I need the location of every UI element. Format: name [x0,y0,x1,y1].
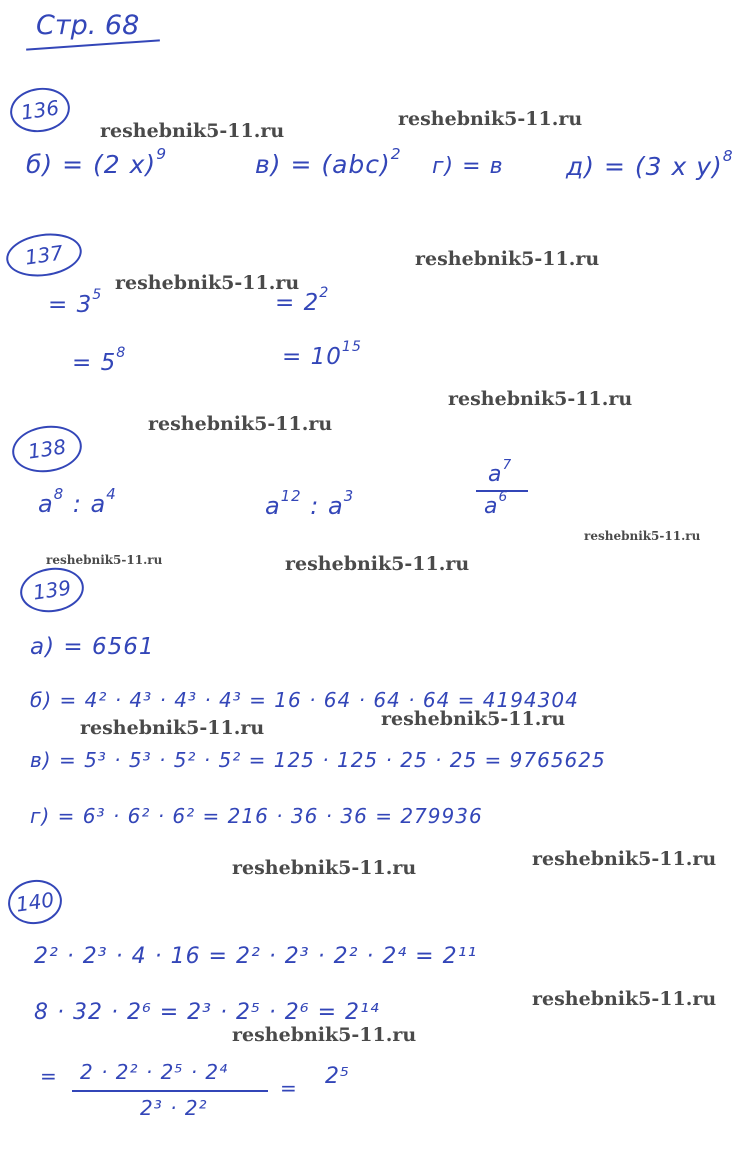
p139-a-eq: = 6561 [63,634,155,660]
p136-b-eq: = (2 x) [62,150,157,179]
title-underline [26,39,160,50]
p139-g-label: г) [30,804,51,828]
p137-r1a-eq: = 3 [48,292,93,318]
p140-result: 2⁵ [325,1064,350,1089]
p139-b-eq: = 4² · 4³ · 4³ · 4³ = 16 · 64 · 64 · 64 = 4194304 [59,688,579,712]
p136-v-exp: 2 [390,144,402,163]
p136-d-eq: = (3 x y) [604,152,723,181]
watermark: reshebnik5-11.ru [100,120,285,142]
p138-b-t1: a [265,492,281,520]
p140-fraction-bar [72,1090,268,1092]
page-title: Стр. 68 [36,10,140,41]
p139-v [30,748,606,772]
watermark: reshebnik5-11.ru [232,857,417,879]
p137-r2a-eq: = 5 [72,350,117,376]
p137-r2a-exp: 8 [116,345,127,362]
watermark: reshebnik5-11.ru [46,553,163,567]
p138-c-den-exp: 6 [498,489,509,506]
watermark: reshebnik5-11.ru [532,848,717,870]
p139-g [30,804,483,828]
watermark: reshebnik5-11.ru [398,108,583,130]
p139-a [30,634,155,660]
p140-eq-mid: = [280,1076,298,1100]
p140-line1: 2² · 2³ · 4 · 16 = 2² · 2³ · 2² · 2⁴ = 2¹¹ [34,944,478,969]
p138-a-t2: : a [64,490,107,518]
p136-v [255,144,402,179]
p140-eq-prefix: = [40,1064,58,1088]
watermark: reshebnik5-11.ru [115,272,300,294]
p138-c-num-exp: 7 [502,457,513,474]
problem-number-138: 138 [9,421,85,476]
p138-c-den-base: a [484,494,499,519]
p138-a-t1: a [38,490,54,518]
watermark: reshebnik5-11.ru [448,388,633,410]
p137-r1b [275,285,330,316]
p138-b-t2: : a [301,492,344,520]
p137-r2b-eq: = 10 [282,344,342,370]
p138-a-e2: 4 [106,484,117,503]
p139-v-eq: = 5³ · 5³ · 5² · 5² = 125 · 125 · 25 · 25 = 9765625 [58,748,606,772]
p138-c-den [484,489,509,519]
p137-r1a [48,287,103,318]
problem-number-139: 139 [17,564,87,616]
p140-frac-num: 2 · 2² · 2⁵ · 2⁴ [80,1060,229,1084]
watermark: reshebnik5-11.ru [381,708,566,730]
p139-g-eq: = 6³ · 6² · 6² = 216 · 36 · 36 = 279936 [57,804,483,828]
watermark: reshebnik5-11.ru [415,248,600,270]
p136-d [566,146,734,181]
p138-b-e2: 3 [343,486,355,505]
p136-v-label: в) [255,150,282,179]
p139-b-label: б) [30,688,53,712]
p137-r2a [72,345,127,376]
p136-b [26,144,168,179]
p138-b-e1: 12 [280,486,302,505]
p137-r2b-exp: 15 [341,339,362,356]
watermark: reshebnik5-11.ru [232,1024,417,1046]
problem-number-137: 137 [3,229,84,281]
p136-g-label: г) [432,154,455,179]
p136-d-exp: 8 [722,146,734,165]
p137-r1b-eq: = 2 [275,290,320,316]
p140-line2: 8 · 32 · 2⁶ = 2³ · 2⁵ · 2⁶ = 2¹⁴ [34,1000,380,1025]
p136-g [432,154,504,179]
watermark: reshebnik5-11.ru [285,553,470,575]
watermark: reshebnik5-11.ru [148,413,333,435]
p138-a-e1: 8 [53,484,65,503]
p139-v-label: в) [30,748,52,772]
problem-number-140: 140 [5,876,65,927]
watermark: reshebnik5-11.ru [532,988,717,1010]
p136-d-label: д) [566,152,596,181]
p137-r1a-exp: 5 [92,287,103,304]
p137-r1b-exp: 2 [319,285,330,302]
problem-number-136: 136 [7,84,73,136]
watermark: reshebnik5-11.ru [584,529,701,543]
p136-v-eq: = (abc) [290,150,391,179]
p136-b-label: б) [26,150,54,179]
p139-a-label: а) [30,634,56,660]
p138-c-num-base: a [488,462,503,487]
p136-b-exp: 9 [156,144,168,163]
p140-frac-den: 2³ · 2² [140,1096,208,1120]
p138-c-num [488,457,513,487]
p138-a [38,484,117,518]
p136-g-eq: = в [462,154,504,179]
p137-r2b [282,339,362,370]
p138-b [265,486,355,520]
watermark: reshebnik5-11.ru [80,717,265,739]
